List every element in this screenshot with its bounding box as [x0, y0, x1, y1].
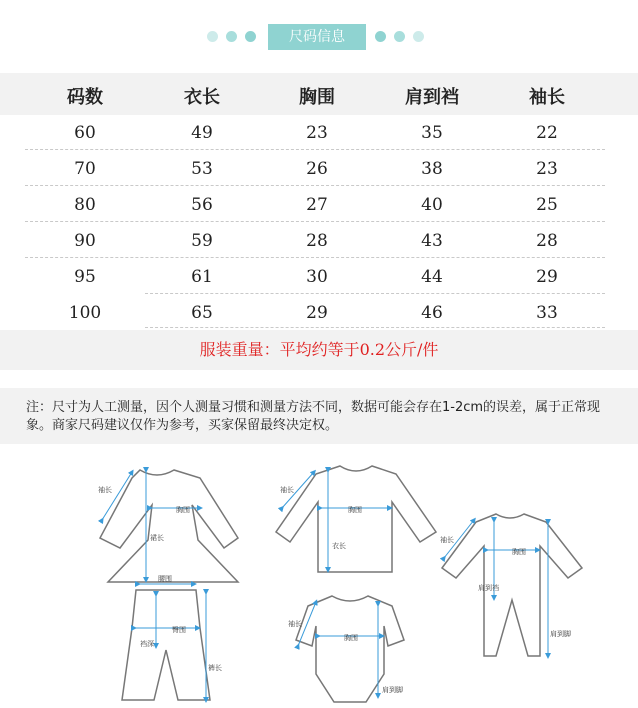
table-cell: 26 — [306, 159, 328, 179]
table-cell: 46 — [421, 303, 443, 323]
table-cell: 25 — [536, 195, 558, 215]
table-cell: 65 — [191, 303, 213, 323]
dress-outline — [100, 470, 238, 582]
table-row — [0, 152, 638, 188]
table-cell: 60 — [74, 123, 96, 143]
weight-note: 服装重量：平均约等于0.2公斤/件 — [0, 330, 638, 370]
pants-hip-label: 臀围 — [172, 626, 186, 634]
row-divider — [145, 293, 605, 294]
shirt-length-label: 衣长 — [332, 542, 346, 550]
table-cell: 44 — [421, 267, 443, 287]
size-table-header — [0, 73, 638, 115]
pants-rise-label: 裆深 — [140, 640, 154, 648]
column-header-size: 码数 — [67, 87, 103, 108]
disclaimer-band — [0, 388, 638, 444]
pants-diagram — [122, 574, 222, 700]
table-cell: 28 — [306, 231, 328, 251]
table-cell: 22 — [536, 123, 558, 143]
column-header-sleeve: 袖长 — [529, 87, 565, 108]
decor-dot — [207, 31, 218, 42]
bodysuit-shoulder-foot-label: 肩到脚 — [382, 686, 403, 694]
romper-shoulder-foot-label: 肩到脚 — [550, 630, 571, 638]
pants-waist-label: 腰围 — [158, 575, 172, 583]
table-cell: 23 — [306, 123, 328, 143]
column-header-shoulder-crotch: 肩到裆 — [405, 87, 459, 108]
table-cell: 49 — [191, 123, 213, 143]
table-cell: 59 — [191, 231, 213, 251]
section-title: 尺码信息 — [268, 24, 366, 50]
pants-outline — [122, 590, 210, 700]
row-divider — [25, 257, 605, 258]
table-cell: 95 — [74, 267, 96, 287]
pants-length-label: 裤长 — [208, 664, 222, 672]
decor-dot — [375, 31, 386, 42]
romper-diagram — [440, 514, 582, 656]
table-cell: 80 — [74, 195, 96, 215]
dress-diagram — [98, 470, 238, 582]
table-cell: 30 — [306, 267, 328, 287]
table-cell: 61 — [191, 267, 213, 287]
table-row — [0, 260, 638, 296]
column-header-chest: 胸围 — [299, 87, 335, 108]
shirt-sleeve-label: 袖长 — [280, 486, 294, 494]
table-cell: 29 — [536, 267, 558, 287]
table-cell: 43 — [421, 231, 443, 251]
shirt-outline — [276, 466, 436, 572]
table-cell: 90 — [74, 231, 96, 251]
table-cell: 27 — [306, 195, 328, 215]
section-title-row — [0, 24, 638, 50]
table-cell: 40 — [421, 195, 443, 215]
table-cell: 53 — [191, 159, 213, 179]
table-cell: 38 — [421, 159, 443, 179]
bodysuit-sleeve-label: 袖长 — [288, 620, 302, 628]
shirt-diagram — [276, 466, 436, 572]
romper-shoulder-crotch-label: 肩到裆 — [478, 584, 499, 592]
bodysuit-diagram — [288, 596, 404, 702]
row-divider — [25, 149, 605, 150]
row-divider — [25, 185, 605, 186]
table-row — [0, 188, 638, 224]
disclaimer-text: 注：尺寸为人工测量，因个人测量习惯和测量方法不同，数据可能会存在1-2cm的误差，属于正常现象。商家尺码建议仅作为参考，买家保留最终决定权。 — [26, 400, 601, 433]
decor-dot — [226, 31, 237, 42]
decor-dot — [245, 31, 256, 42]
bodysuit-chest-label: 胸围 — [344, 634, 358, 642]
column-header-length: 衣长 — [184, 87, 220, 108]
dress-sleeve-label: 袖长 — [98, 486, 112, 494]
romper-chest-label: 胸围 — [512, 548, 526, 556]
romper-sleeve-label: 袖长 — [440, 536, 454, 544]
table-cell: 100 — [68, 303, 102, 323]
decor-dot — [413, 31, 424, 42]
table-cell: 56 — [191, 195, 213, 215]
dress-length-label: 裙长 — [150, 534, 164, 542]
measurement-diagrams — [0, 450, 638, 708]
table-cell: 28 — [536, 231, 558, 251]
dress-chest-label: 胸围 — [176, 506, 190, 514]
table-row — [0, 224, 638, 260]
table-cell: 70 — [74, 159, 96, 179]
table-row — [0, 116, 638, 152]
table-cell: 35 — [421, 123, 443, 143]
table-cell: 29 — [306, 303, 328, 323]
row-divider — [25, 221, 605, 222]
row-divider — [145, 327, 605, 328]
shirt-chest-label: 胸围 — [348, 506, 362, 514]
table-cell: 33 — [536, 303, 558, 323]
decor-dot — [394, 31, 405, 42]
table-cell: 23 — [536, 159, 558, 179]
